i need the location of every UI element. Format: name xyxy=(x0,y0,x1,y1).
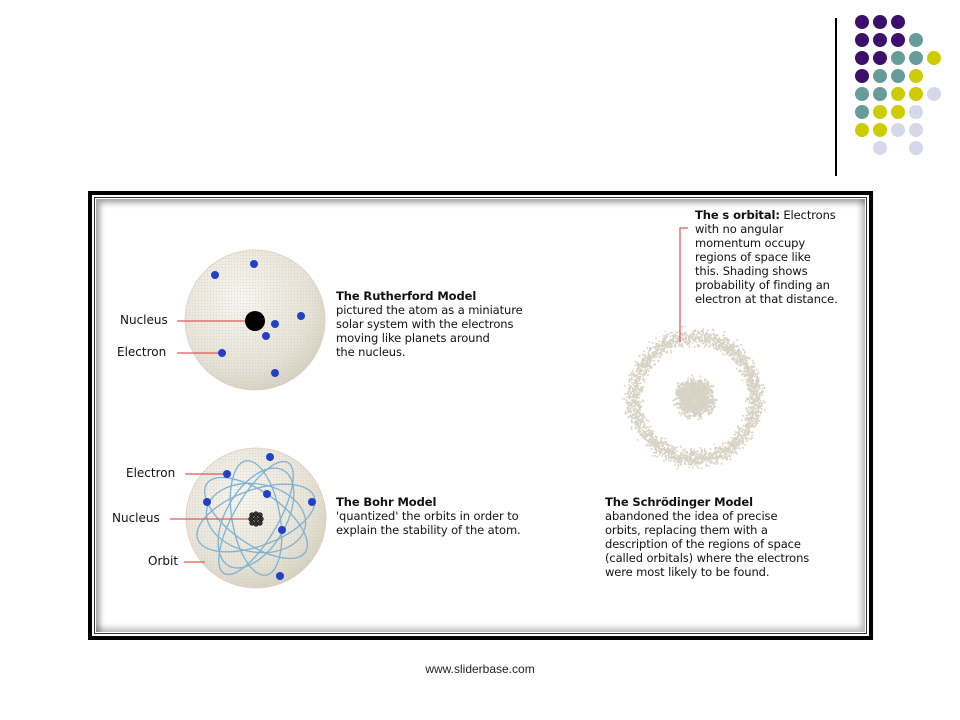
electron-dot xyxy=(271,369,279,377)
electron-dot xyxy=(266,453,274,461)
electron-dot xyxy=(271,320,279,328)
s-orbital-line: momentum occupy xyxy=(695,236,806,250)
electron-dot xyxy=(262,332,270,340)
footer-source-link[interactable]: www.sliderbase.com xyxy=(425,662,535,676)
bohr-orbit-label: Orbit xyxy=(148,554,179,568)
bohr-line: 'quantized' the orbits in order to xyxy=(336,509,519,523)
s-orbital-line: with no angular xyxy=(695,222,784,236)
nucleon xyxy=(258,521,263,526)
bohr-diagram xyxy=(170,448,326,588)
schrodinger-line: description of the regions of space xyxy=(605,537,801,551)
s-orbital-line: regions of space like xyxy=(695,250,811,264)
s-orbital-line: electron at that distance. xyxy=(695,292,838,306)
rutherford-line: solar system with the electrons xyxy=(336,317,514,331)
s-orbital-title: The s orbital: xyxy=(695,208,780,222)
electron-dot xyxy=(250,260,258,268)
electron-dot xyxy=(223,470,231,478)
s-orbital-first-line: Electrons xyxy=(779,208,836,222)
bohr-line: explain the stability of the atom. xyxy=(336,523,521,537)
s-orbital-leader xyxy=(680,228,688,342)
rutherford-description xyxy=(336,289,523,359)
s-orbital-line: this. Shading shows xyxy=(695,264,808,278)
bohr-nucleus-label: Nucleus xyxy=(112,511,160,525)
s-orbital-probability-cloud xyxy=(622,325,766,469)
schrodinger-description xyxy=(605,495,809,579)
rutherford-nucleus xyxy=(245,311,265,331)
electron-dot xyxy=(211,271,219,279)
s-orbital-description xyxy=(695,208,838,306)
electron-dot xyxy=(263,490,271,498)
schrodinger-line: were most likely to be found. xyxy=(605,565,770,579)
rutherford-line: moving like planets around xyxy=(336,331,490,345)
bohr-title: The Bohr Model xyxy=(336,495,437,509)
rutherford-line: pictured the atom as a miniature xyxy=(336,303,523,317)
schrodinger-title: The Schrödinger Model xyxy=(605,495,753,509)
electron-dot xyxy=(203,498,211,506)
electron-dot xyxy=(308,498,316,506)
rutherford-diagram xyxy=(177,250,325,390)
electron-dot xyxy=(276,572,284,580)
rutherford-electron-label: Electron xyxy=(117,345,167,359)
schrodinger-line: (called orbitals) where the electrons xyxy=(605,551,810,565)
rutherford-line: the nucleus. xyxy=(336,345,406,359)
bohr-electron-label: Electron xyxy=(126,466,176,480)
s-orbital-line: probability of finding an xyxy=(695,278,830,292)
electron-dot xyxy=(218,349,226,357)
electron-dot xyxy=(278,526,286,534)
rutherford-nucleus-label: Nucleus xyxy=(120,313,168,327)
bohr-description xyxy=(336,495,521,537)
rutherford-title: The Rutherford Model xyxy=(336,289,477,303)
schrodinger-line: abandoned the idea of precise xyxy=(605,509,778,523)
electron-dot xyxy=(297,312,305,320)
schrodinger-line: orbits, replacing them with a xyxy=(605,523,768,537)
bohr-nucleus xyxy=(249,512,264,527)
nucleon xyxy=(254,517,259,522)
